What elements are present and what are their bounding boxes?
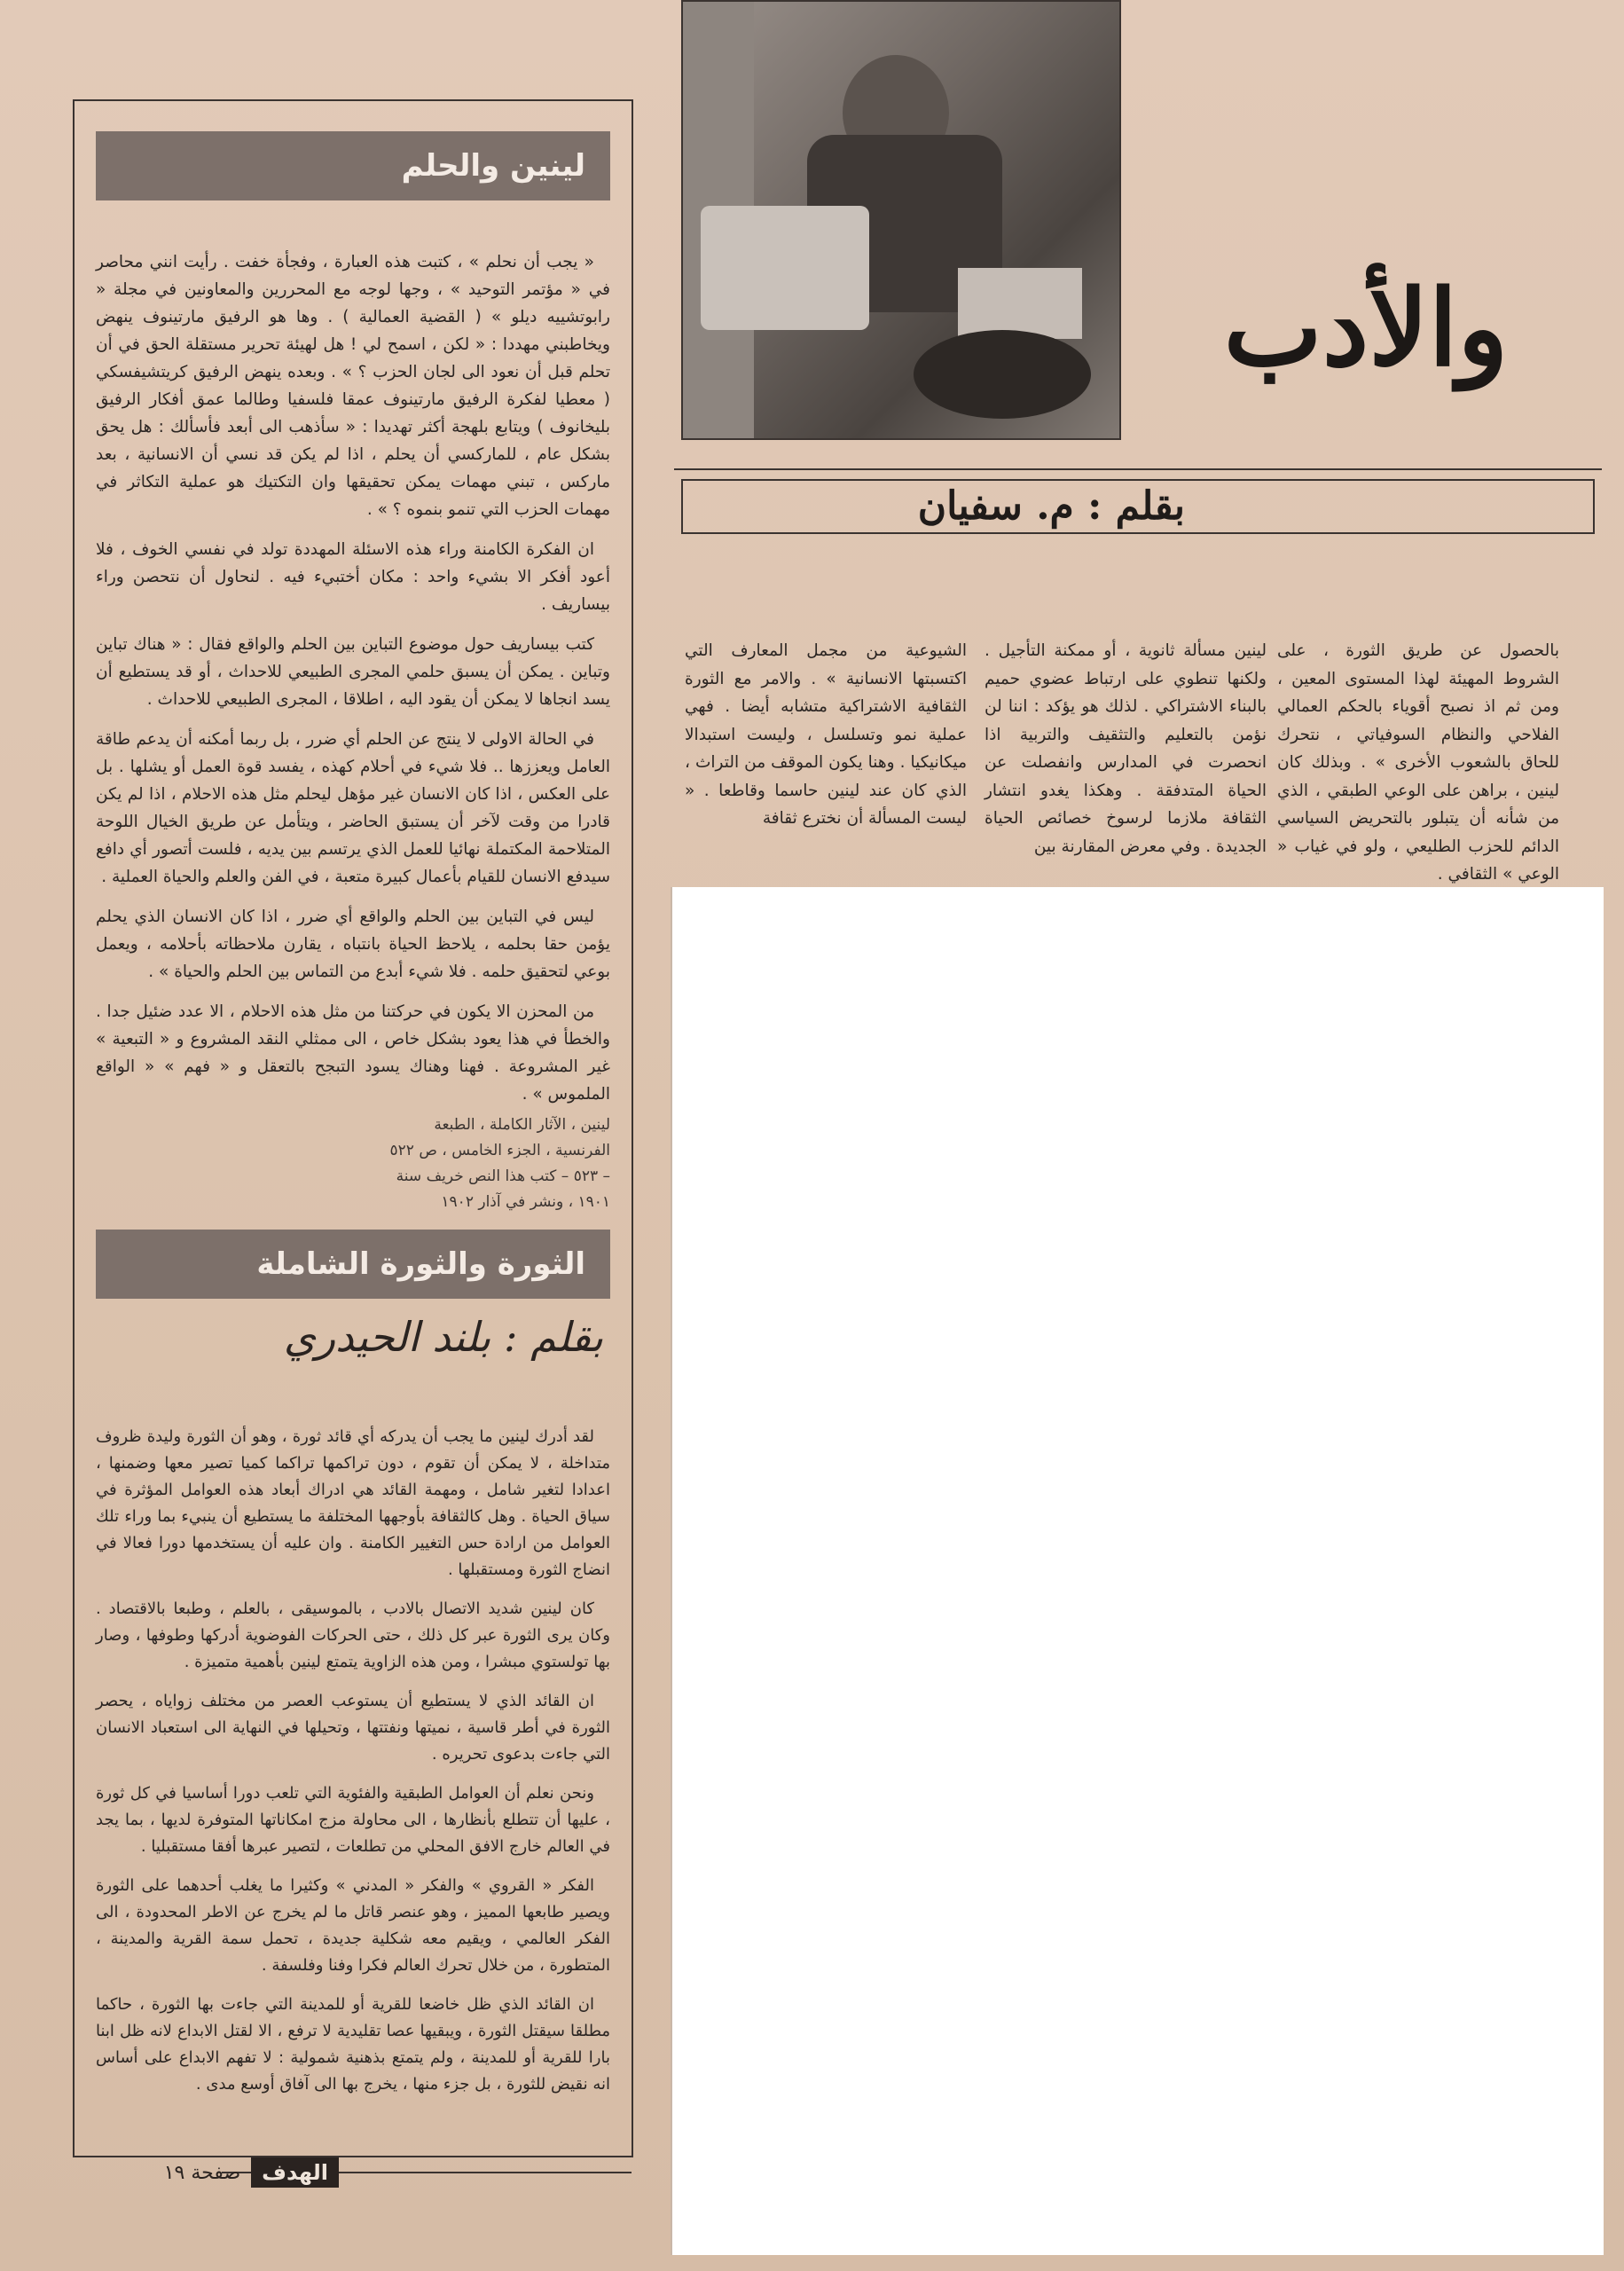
source-reference: لينين ، الآثار الكاملة ، الطبعة الفرنسية ، الجزء الخامس ، ص ٥٢٢ – ٥٢٣ – كتب هذا النص خريف سنة ١٩٠١ ، ونشر في آذار ١٩٠٢: [389, 1116, 610, 1211]
lenin-photo: [681, 0, 1121, 440]
paragraph: من المحزن الا يكون في حركتنا من مثل هذه الاحلام ، الا عدد ضئيل جدا . والخطأ في هذا يعود بشكل خاص ، الى ممثلي النقد المشروع و « التبعية » غير المشروعة . فهنا وهناك يسود التبجح بالتعقل و « فهم » « الواقع الملموس » .: [96, 1002, 610, 1104]
paragraph: ان الفكرة الكامنة وراء هذه الاسئلة المهددة تولد في نفسي الخوف ، فلا أعود أفكر الا بشيء واحد : مكان أختبيء فيه . لنحاول أن نتحصن وراء بيساريف .: [96, 540, 610, 614]
article-byline: بقلم : م. سفيان: [681, 479, 1595, 534]
photo-books: [958, 268, 1082, 339]
photo-desk-papers: [701, 206, 869, 330]
paragraph: كان لينين شديد الاتصال بالادب ، بالموسيقى ، بالعلم ، وطبعا بالاقتصاد . وكان يرى الثورة عبر كل ذلك ، حتى الحركات الفوضوية أدركها وطوفها ، وصار بها تولستوي مبشرا ، ومن هذه الزاوية يتمتع لينين بأهمية متميزة .: [96, 1599, 610, 1671]
headline-rule: [674, 468, 1602, 470]
sidebar-byline: بقلم : بلند الحيدري: [283, 1313, 603, 1361]
paragraph: لقد أدرك لينين ما يجب أن يدركه أي قائد ثورة ، وهو أن الثورة وليدة ظروف متداخلة ، لا يمكن أن تقوم ، دون تراكمها تراكما كميا تصير معها وضمنها ، اعدادا لتغير شامل ، ومهمة القائد هي ادراك أبعاد هذه العوامل المؤثرة في سياق الحياة . وهل كالثقافة بأوجهها المختلفة ما يستطيع أن ينبيء بما وراء تلك العوامل من ارادة حس التغيير الكامنة . وان عليه أن يستخدمها دورا فعالا في انضاج الثورة ومستقبلها .: [96, 1427, 610, 1579]
page-number: صفحة ١٩: [163, 2161, 241, 2184]
page-footer: [73, 2157, 339, 2188]
article-column-1: بالحصول عن طريق الثورة ، على الشروط المهيئة لهذا المستوى المعين ، ومن ثم اذ نصبح أقوياء بالحكم العمالي الفلاحي والنظام السوفياتي ، نتحرك للحاق بالشعوب الأخرى » . وبذلك كان لينين ، براهن على الوعي الطبقي ، الذي من شأنه أن يتبلور بالتحريض السياسي الدائم للحزب الطليعي ، ولو في غياب « الوعي » الثقافي .: [1277, 641, 1559, 884]
paragraph: « يجب أن نحلم » ، كتبت هذه العبارة ، وفجأة خفت . رأيت انني محاصر في « مؤتمر التوحيد » ، وجها لوجه مع المحررين والمعاونين في مجلة « رابوتشييه ديلو » ( القضية العمالية ) . وها هو الرفيق مارتينوف ينهض ويخاطبني مهددا : « لكن ، اسمح لي ! هل لهيئة تحرير مستقلة الحق في أن تحلم قبل أن نعود الى لجان الحزب ؟ » . وبعده ينهض الرفيق كريتشيفسكي ( معطيا لفكرة الرفيق مارتينوف عمقا فلسفيا وطالما عمق أفكار الرفيق بليخانوف ) ويتابع بلهجة أكثر تهديدا : « سأذهب الى أبعد فأسألك : هل يحق بشكل عام ، للماركسي أن يحلم ، اذا لم يكن قد نسي أن الانسانية ، بعد ماركس ، تبني مهمات يمكن تحقيقها وان التكتيك هو عملية التكاثر في مهمات الحزب التي تنمو بنموه ؟ » .: [96, 253, 610, 519]
sidebar-title-revolution: الثورة والثورة الشاملة: [96, 1230, 610, 1299]
paragraph: كتب بيساريف حول موضوع التباين بين الحلم والواقع فقال : « هناك تباين وتباين . يمكن أن يسبق حلمي المجرى الطبيعي للاحداث ، أو قد يستطيع أن يسد انجاها لا يمكن أن يقود اليه ، اطلاقا ، المجرى الطبيعي للاحداث .: [96, 635, 610, 709]
sidebar-title-lenin-dream: لينين والحلم: [96, 131, 610, 200]
sidebar-lenin-dream-body: [96, 248, 610, 1120]
paragraph: ان القائد الذي ظل خاضعا للقرية أو للمدينة التي جاءت بها الثورة ، حاكما مطلقا سيقتل الثورة ، ويبقيها عصا تقليدية لا ترفع ، الا لقتل الابداع لانه ظل ابنا بارا للقرية أو للمدينة ، ولم يتمتع بذهنية شمولية : لا تفهم الابداع على أساس انه نقيض للثورة ، بل جزء منها ، يخرج بها الى آفاق أوسع مدى .: [96, 1995, 610, 2094]
paragraph: ونحن نعلم أن العوامل الطبقية والفئوية التي تلعب دورا أساسيا في كل ثورة ، عليها أن تتطلع بأنظارها ، الى محاولة مزج امكاناتها المتوفرة لديها ، بما يجد في العالم خارج الافق المحلي من تطلعات ، لتصير عبرها أفقا مستقبليا .: [96, 1784, 610, 1856]
article-headline: والأدب: [1223, 266, 1509, 389]
sidebar-revolution-body: [96, 1424, 610, 2110]
paragraph: ليس في التباين بين الحلم والواقع أي ضرر ، اذا كان الانسان الذي يحلم يؤمن حقا بحلمه ، يلاحظ الحياة بانتباه ، يقارن ملاحظاته بأحلامه ، ويعمل بوعي لتحقيق حلمه . فلا شيء أبدع من التماس بين الحلم والحياة » .: [96, 908, 610, 981]
paragraph: ان القائد الذي لا يستطيع أن يستوعب العصر من مختلف زواياه ، يحصر الثورة في أطر قاسية ، نميتها ونفتتها ، وتحيلها في النهاية الى استعباد الانسان التي جاءت بدعوى تحريره .: [96, 1692, 610, 1764]
blank-paper-overlay: [672, 887, 1604, 2255]
magazine-logo: الهدف: [251, 2157, 339, 2188]
article-column-2: لينين مسألة ثانوية ، أو ممكنة التأجيل . ولكنها تنطوي على ارتباط عضوي حميم بالبناء الاشتراكي . لذلك هو يؤكد : اننا لن نؤمن بالتعليم والتثقيف والتربية اذا انحصرت في المدارس وانفصلت عن الحياة المتدفقة . وهكذا يغدو انتشار الثقافة ملازما لرسوخ خصائص الحياة الجديدة . وفي معرض المقارنة بين: [985, 641, 1267, 856]
paragraph: في الحالة الاولى لا ينتج عن الحلم أي ضرر ، بل ربما أمكنه أن يدعم طاقة العامل ويعززها .. فلا شيء في أحلام كهذه ، يفسد قوة العمل أو يشلها . بل على العكس ، اذا كان الانسان غير مؤهل ليحلم مثل هذه الاحلام ، اذا لم يكن قادرا من وقت لآخر أن يستبق الحاضر ، ويتأمل عن طريق الخيال اللوحة المتلاحمة المكتملة نهائيا للعمل الذي يرتسم بين يديه ، فلست أتصور أي دافع سيدفع الانسان للقيام بأعمال كبيرة متعبة ، في الفن والعلم والحياة العملية .: [96, 730, 610, 886]
photo-chair: [914, 330, 1091, 419]
article-column-3: الشيوعية من مجمل المعارف التي اكتسبتها الانسانية » . والامر مع الثورة الثقافية الاشتراكية متشابه أيضا . فهي عملية نمو وتسلسل ، وليست استبدالا ميكانيكيا . وهنا يكون الموقف من التراث ، الذي كان عند لينين حاسما وقاطعا . « ليست المسألة أن نخترع ثقافة: [685, 641, 967, 828]
paragraph: الفكر « القروي » والفكر « المدني » وكثيرا ما يغلب أحدهما على الثورة ويصير طابعها المميز ، وهو عنصر قاتل ما لم يخرج عن الاطر المحدودة ، الى الفكر العالمي ، ويقيم معه شكلية جديدة ، تحمل سمة القرية والمدينة ، المتطورة ، من خلال تحرك العالم فكرا وفنا وفلسفة .: [96, 1876, 610, 1975]
